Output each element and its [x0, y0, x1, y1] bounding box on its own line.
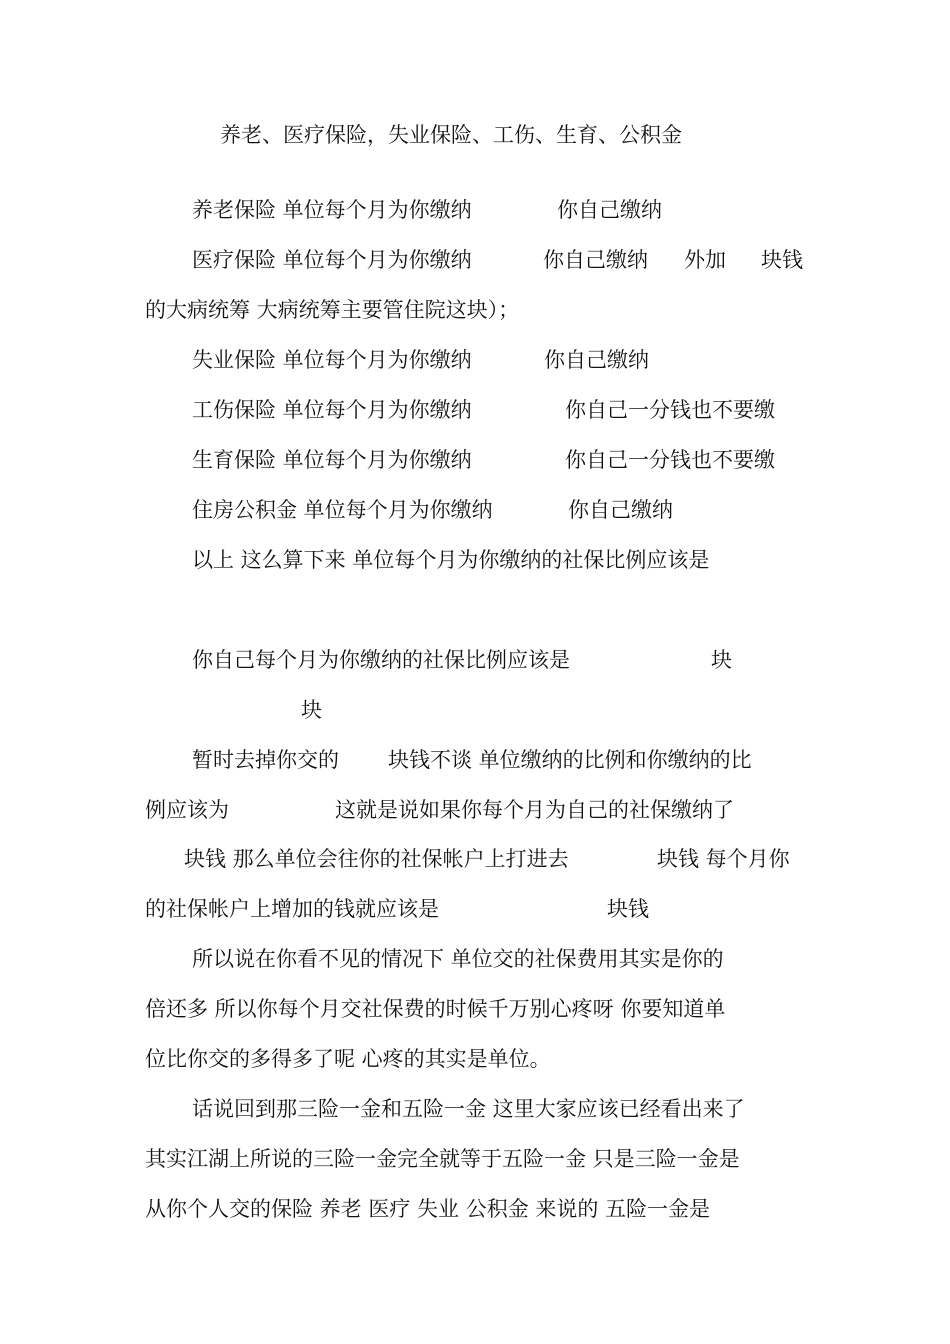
- text-line: 所以说在你看不见的情况下 单位交的社保费用其实是你的: [192, 947, 724, 971]
- text-line: 你自己一分钱也不要缴: [565, 448, 775, 472]
- text-line: 工伤保险 单位每个月为你缴纳: [192, 398, 472, 422]
- text-line: 你自己缴纳: [543, 248, 648, 272]
- text-line: 住房公积金 单位每个月为你缴纳: [192, 498, 493, 522]
- text-line: 你自己每个月为你缴纳的社保比例应该是: [192, 648, 570, 672]
- text-line: 的大病统筹 大病统筹主要管住院这块）；: [145, 298, 520, 322]
- text-line: 其实江湖上所说的三险一金完全就等于五险一金 只是三险一金是: [145, 1147, 740, 1171]
- text-line: 块钱: [607, 897, 649, 921]
- text-line: 块钱: [761, 248, 803, 272]
- text-line: 你自己缴纳: [568, 498, 673, 522]
- text-line: 块: [301, 698, 322, 722]
- text-line: 以上 这么算下来 单位每个月为你缴纳的社保比例应该是: [192, 548, 710, 572]
- text-line: 位比你交的多得多了呢 心疼的其实是单位。: [145, 1047, 551, 1071]
- document-title: 养老、医疗保险，失业保险、工伤、生育、公积金: [220, 123, 682, 147]
- text-line: 医疗保险 单位每个月为你缴纳: [192, 248, 472, 272]
- text-line: 块钱不谈 单位缴纳的比例和你缴纳的比: [388, 748, 752, 772]
- text-line: 你自己一分钱也不要缴: [565, 398, 775, 422]
- text-line: 块: [711, 648, 732, 672]
- text-line: 块钱 那么单位会往你的社保帐户上打进去: [184, 847, 569, 871]
- text-line: 外加: [684, 248, 726, 272]
- text-line: 养老保险 单位每个月为你缴纳: [192, 198, 472, 222]
- text-line: 的社保帐户上增加的钱就应该是: [145, 897, 439, 921]
- text-line: 从你个人交的保险 养老 医疗 失业 公积金 来说的 五险一金是: [145, 1197, 711, 1221]
- text-line: 你自己缴纳: [557, 198, 662, 222]
- text-line: 失业保险 单位每个月为你缴纳: [192, 348, 472, 372]
- text-line: 这就是说如果你每个月为自己的社保缴纳了: [335, 798, 734, 822]
- text-line: 例应该为: [145, 798, 229, 822]
- text-line: 话说回到那三险一金和五险一金 这里大家应该已经看出来了: [192, 1097, 745, 1121]
- text-line: 你自己缴纳: [544, 348, 649, 372]
- text-line: 倍还多 所以你每个月交社保费的时候千万别心疼呀 你要知道单: [145, 997, 726, 1021]
- text-line: 暂时去掉你交的: [192, 748, 339, 772]
- text-line: 块钱 每个月你: [657, 847, 790, 871]
- text-line: 生育保险 单位每个月为你缴纳: [192, 448, 472, 472]
